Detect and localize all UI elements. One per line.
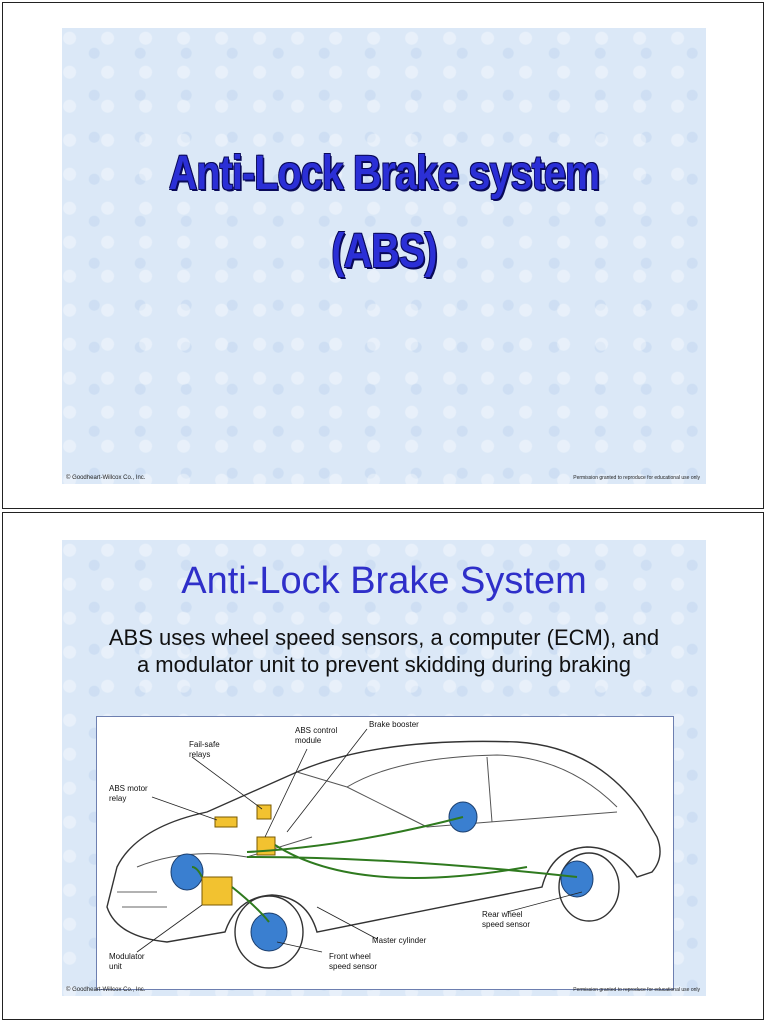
label-modulator-2: unit [109,962,122,971]
label-motor-2: relay [109,794,127,803]
label-failsafe-1: Fail-safe [189,740,220,749]
slide2-body: ABS uses wheel speed sensors, a computer (ECM), and a modulator unit to prevent skidding during braking [108,625,660,677]
rear-right-rotor [561,861,593,897]
abs-control-module [257,837,275,855]
slide1-title-line2: (ABS) [331,225,437,278]
label-front-2: speed sensor [329,962,378,971]
front-right-rotor [251,913,287,951]
slide-abs-overview [62,540,706,996]
label-master: Master cylinder [372,936,427,945]
motor-relay [215,817,237,827]
label-front-1: Front wheel [329,952,371,961]
slide2-copyright: © Goodheart-Willcox Co., Inc. [66,987,146,993]
label-failsafe-2: relays [189,750,211,759]
modulator-unit [202,877,232,905]
label-rear-1: Rear wheel [482,910,523,919]
label-rear-2: speed sensor [482,920,531,929]
slide-title [62,28,706,484]
car-illustration [97,717,673,989]
abs-car-diagram [96,716,674,990]
label-abs-control-1: ABS control [295,726,338,735]
slide1-permission: Permission granted to reproduce for educational use only [573,475,700,481]
label-modulator-1: Modulator [109,952,145,961]
slide1-copyright: © Goodheart-Willcox Co., Inc. [66,475,146,481]
label-motor-1: ABS motor [109,784,148,793]
slide2-title: Anti-Lock Brake System [181,560,587,602]
label-abs-control-2: module [295,736,322,745]
slide1-title-line1: Anti-Lock Brake system [168,147,600,200]
slide2-permission: Permission granted to reproduce for educational use only [573,987,700,993]
label-brake-booster: Brake booster [369,720,419,729]
